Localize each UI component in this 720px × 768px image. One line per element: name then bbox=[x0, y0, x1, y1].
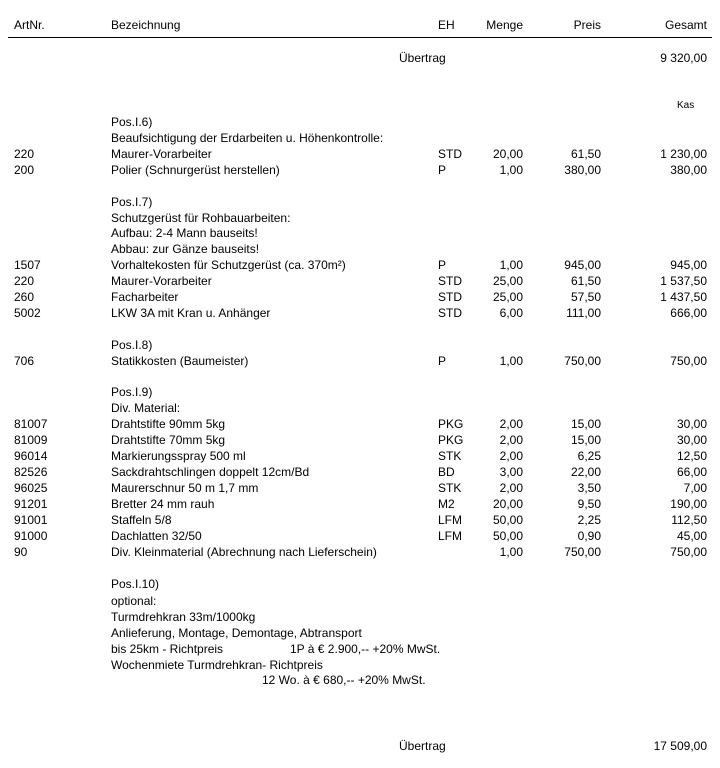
uebertrag-top-label: Übertrag bbox=[399, 51, 446, 65]
row-menge: 2,00 bbox=[499, 481, 523, 495]
row-eh: BD bbox=[438, 465, 455, 479]
row-bezeichnung: Drahtstifte 70mm 5kg bbox=[111, 433, 226, 447]
uebertrag-bottom-label: Übertrag bbox=[399, 739, 446, 753]
pos10-title: Pos.I.10) bbox=[111, 577, 160, 591]
row-bezeichnung: Drahtstifte 90mm 5kg bbox=[111, 417, 226, 431]
row-eh: STD bbox=[438, 274, 462, 288]
row-gesamt: 380,00 bbox=[670, 163, 707, 177]
row-artnr: 706 bbox=[14, 354, 35, 368]
pos9-description: Div. Material: bbox=[111, 401, 181, 415]
row-gesamt: 750,00 bbox=[670, 545, 707, 559]
row-gesamt: 1 230,00 bbox=[660, 147, 707, 161]
row-artnr: 82526 bbox=[14, 465, 48, 479]
row-preis: 61,50 bbox=[570, 147, 601, 161]
row-bezeichnung: Maurerschnur 50 m 1,7 mm bbox=[111, 481, 259, 495]
row-menge: 2,00 bbox=[499, 449, 523, 463]
row-bezeichnung: Div. Kleinmaterial (Abrechnung nach Lieferschein) bbox=[111, 545, 377, 559]
pos6-title: Pos.I.6) bbox=[111, 115, 153, 129]
row-preis: 2,25 bbox=[577, 513, 601, 527]
row-artnr: 1507 bbox=[14, 258, 41, 272]
row-eh: PKG bbox=[438, 417, 464, 431]
row-artnr: 91201 bbox=[14, 497, 48, 511]
row-bezeichnung: Dachlatten 32/50 bbox=[111, 529, 202, 543]
row-bezeichnung: Staffeln 5/8 bbox=[111, 513, 172, 527]
row-menge: 3,00 bbox=[499, 465, 523, 479]
pos7-description-line: Schutzgerüst für Rohbauarbeiten: bbox=[111, 211, 291, 225]
row-gesamt: 750,00 bbox=[670, 354, 707, 368]
row-preis: 750,00 bbox=[564, 354, 601, 368]
row-eh: STD bbox=[438, 290, 462, 304]
pos9-title: Pos.I.9) bbox=[111, 385, 153, 399]
row-gesamt: 30,00 bbox=[676, 417, 707, 431]
uebertrag-bottom-value: 17 509,00 bbox=[653, 739, 707, 753]
row-preis: 61,50 bbox=[570, 274, 601, 288]
row-menge: 1,00 bbox=[499, 258, 523, 272]
row-menge: 25,00 bbox=[492, 274, 523, 288]
row-gesamt: 945,00 bbox=[670, 258, 707, 272]
col-header-menge: Menge bbox=[486, 18, 523, 32]
row-gesamt: 45,00 bbox=[676, 529, 707, 543]
row-preis: 6,25 bbox=[577, 449, 601, 463]
row-preis: 3,50 bbox=[577, 481, 601, 495]
row-artnr: 91000 bbox=[14, 529, 48, 543]
row-eh: STD bbox=[438, 147, 462, 161]
row-preis: 750,00 bbox=[564, 545, 601, 559]
row-menge: 20,00 bbox=[492, 147, 523, 161]
row-eh: LFM bbox=[438, 513, 462, 527]
row-preis: 15,00 bbox=[570, 433, 601, 447]
row-bezeichnung: Facharbeiter bbox=[111, 290, 179, 304]
pos10-line: optional: bbox=[111, 594, 157, 608]
kas-label: Kas bbox=[677, 100, 695, 111]
row-eh: M2 bbox=[438, 497, 455, 511]
col-header-bezeichnung: Bezeichnung bbox=[111, 18, 181, 32]
col-header-eh: EH bbox=[438, 18, 455, 32]
row-gesamt: 190,00 bbox=[670, 497, 707, 511]
row-artnr: 5002 bbox=[14, 306, 41, 320]
col-header-preis: Preis bbox=[573, 18, 601, 32]
row-preis: 111,00 bbox=[566, 306, 601, 320]
row-preis: 945,00 bbox=[564, 258, 601, 272]
row-bezeichnung: Maurer-Vorarbeiter bbox=[111, 147, 212, 161]
row-menge: 6,00 bbox=[499, 306, 523, 320]
row-bezeichnung: Sackdrahtschlingen doppelt 12cm/Bd bbox=[111, 465, 310, 479]
row-preis: 9,50 bbox=[577, 497, 601, 511]
col-header-gesamt: Gesamt bbox=[664, 18, 707, 32]
row-eh: P bbox=[438, 354, 447, 368]
row-eh: LFM bbox=[438, 529, 462, 543]
pos10-line: Anlieferung, Montage, Demontage, Abtransport bbox=[111, 626, 362, 640]
row-preis: 0,90 bbox=[577, 529, 601, 543]
pos10-line: Turmdrehkran 33m/1000kg bbox=[111, 610, 256, 624]
row-artnr: 90 bbox=[14, 545, 28, 559]
row-menge: 1,00 bbox=[499, 545, 523, 559]
row-bezeichnung: Bretter 24 mm rauh bbox=[111, 497, 215, 511]
row-menge: 2,00 bbox=[499, 433, 523, 447]
header-divider bbox=[8, 37, 712, 38]
row-bezeichnung: Polier (Schnurgerüst herstellen) bbox=[111, 163, 280, 177]
row-artnr: 91001 bbox=[14, 513, 48, 527]
row-artnr: 260 bbox=[14, 290, 35, 304]
pos10-line: 12 Wo. à € 680,-- +20% MwSt. bbox=[262, 673, 426, 687]
row-artnr: 220 bbox=[14, 147, 35, 161]
row-eh: PKG bbox=[438, 433, 464, 447]
row-artnr: 96014 bbox=[14, 449, 48, 463]
row-preis: 380,00 bbox=[564, 163, 601, 177]
row-artnr: 220 bbox=[14, 274, 35, 288]
uebertrag-top-value: 9 320,00 bbox=[660, 51, 707, 65]
row-bezeichnung: Statikkosten (Baumeister) bbox=[111, 354, 249, 368]
pos6-description: Beaufsichtigung der Erdarbeiten u. Höhenkontrolle: bbox=[111, 131, 384, 145]
col-header-artnr: ArtNr. bbox=[14, 18, 45, 32]
row-preis: 57,50 bbox=[570, 290, 601, 304]
row-menge: 1,00 bbox=[499, 163, 523, 177]
row-gesamt: 666,00 bbox=[670, 306, 707, 320]
row-gesamt: 112,50 bbox=[671, 513, 707, 527]
row-menge: 50,00 bbox=[492, 529, 523, 543]
row-gesamt: 12,50 bbox=[676, 449, 707, 463]
row-artnr: 81007 bbox=[14, 417, 48, 431]
pos8-title: Pos.I.8) bbox=[111, 338, 153, 352]
row-eh: P bbox=[438, 163, 447, 177]
row-preis: 15,00 bbox=[570, 417, 601, 431]
row-bezeichnung: Vorhaltekosten für Schutzgerüst (ca. 370m²) bbox=[111, 258, 346, 272]
row-eh: STK bbox=[438, 449, 462, 463]
row-gesamt: 7,00 bbox=[683, 481, 707, 495]
pos7-description-line: Abbau: zur Gänze bauseits! bbox=[111, 242, 260, 256]
row-artnr: 200 bbox=[14, 163, 35, 177]
row-menge: 2,00 bbox=[499, 417, 523, 431]
row-bezeichnung: Maurer-Vorarbeiter bbox=[111, 274, 212, 288]
row-menge: 25,00 bbox=[492, 290, 523, 304]
row-artnr: 81009 bbox=[14, 433, 48, 447]
pos7-title: Pos.I.7) bbox=[111, 195, 153, 209]
row-bezeichnung: Markierungsspray 500 ml bbox=[111, 449, 246, 463]
row-artnr: 96025 bbox=[14, 481, 48, 495]
pos10-line: bis 25km - Richtpreis bbox=[111, 642, 224, 656]
row-gesamt: 1 437,50 bbox=[660, 290, 707, 304]
row-gesamt: 1 537,50 bbox=[660, 274, 707, 288]
pos10-line: 1P à € 2.900,-- +20% MwSt. bbox=[290, 642, 441, 656]
row-eh: STD bbox=[438, 306, 462, 320]
row-menge: 20,00 bbox=[492, 497, 523, 511]
pos7-description-line: Aufbau: 2-4 Mann bauseits! bbox=[111, 226, 258, 240]
row-menge: 1,00 bbox=[499, 354, 523, 368]
row-gesamt: 30,00 bbox=[676, 433, 707, 447]
row-eh: STK bbox=[438, 481, 462, 495]
pos10-line: Wochenmiete Turmdrehkran- Richtpreis bbox=[111, 658, 323, 672]
row-menge: 50,00 bbox=[492, 513, 523, 527]
row-gesamt: 66,00 bbox=[676, 465, 707, 479]
row-preis: 22,00 bbox=[570, 465, 601, 479]
row-bezeichnung: LKW 3A mit Kran u. Anhänger bbox=[111, 306, 271, 320]
row-eh: P bbox=[438, 258, 447, 272]
